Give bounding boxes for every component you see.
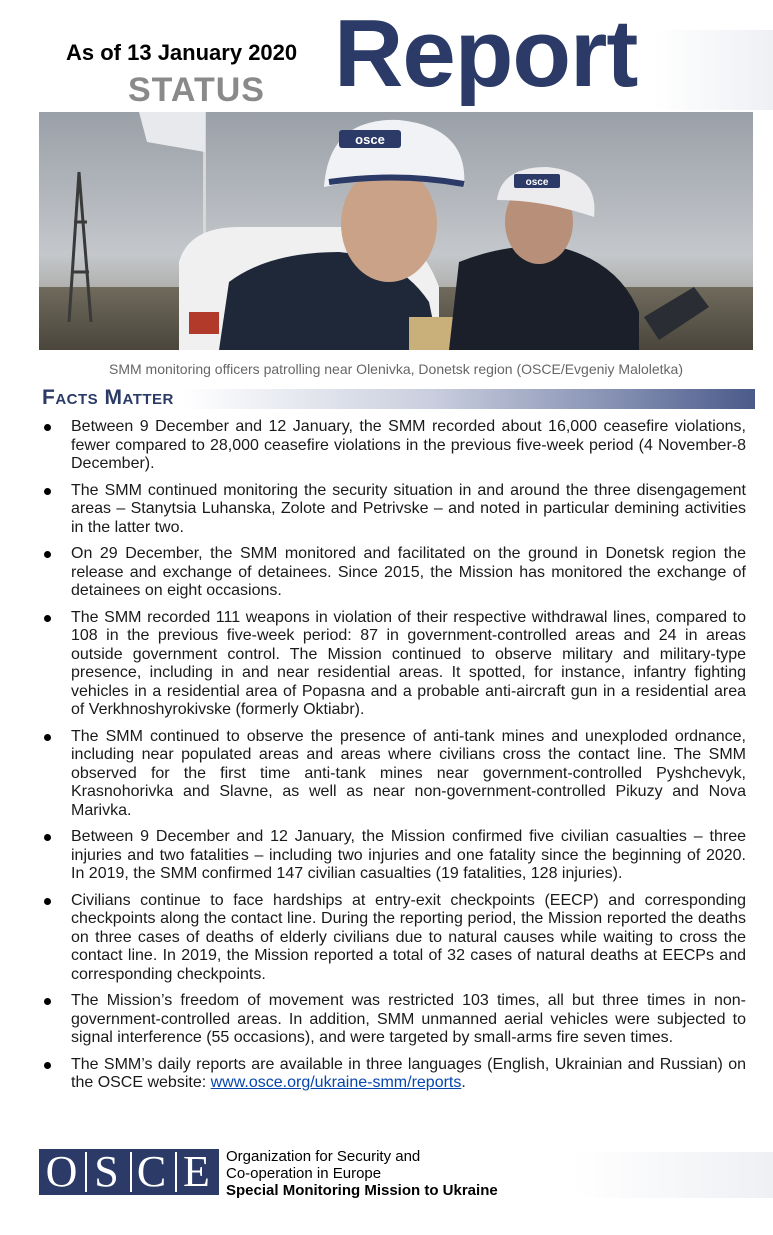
list-item-text: Between 9 December and 12 January, the Mission confirmed five civilian casualties – three injuries and two fatalities – including two injuries and one fatality since the beginning of 2020. In 2019, the SMM confirmed 147 civilian casualties (19 fatalities, 128 injuries). — [71, 828, 746, 882]
list-item — [40, 728, 746, 821]
list-item-text: The SMM continued monitoring the security situation in and around the three disengagement areas – Stanytsia Luhanska, Zolote and Petrivske – and noted in particular demining activities in the latter two. — [71, 481, 746, 536]
page-title: Report — [334, 0, 638, 107]
list-item-text: The Mission’s freedom of movement was restricted 103 times, all but three times in non-government-controlled areas. In addition, SMM unmanned aerial vehicles were subjected to signal interference (55 occasions), and were targeted by small-arms fire seven times. — [71, 992, 746, 1046]
header-fade — [653, 30, 773, 110]
section-title: Facts Matter — [42, 386, 174, 409]
list-item — [40, 1056, 746, 1093]
list-item — [40, 482, 746, 538]
bullet-icon — [44, 734, 51, 741]
bullet-icon — [44, 834, 51, 841]
list-item — [40, 545, 746, 601]
list-item-text: The SMM recorded 111 weapons in violation of their respective withdrawal lines, compared to 108 in the previous five-week period: 87 in government-controlled areas and 24 in areas outside government control. The Mission continued to observe military and military-type presence, including in and near residential areas. It spotted, for instance, infantry fighting vehicles in a residential area of Popasna and a probable anti-aircraft gun in a residential area of Verkhnoshyrokivske (formerly Oktiabr). — [71, 608, 746, 718]
organization-name — [226, 1148, 498, 1199]
list-item-text: Civilians continue to face hardships at entry-exit checkpoints (EECP) and corresponding checkpoints along the contact line. During the reporting period, the Mission reported the deaths on three cases of deaths of elderly civilians due to natural causes while waiting to cross the contact line. In 2019, the Mission reported a total of 32 cases of natural deaths at EECPs and corresponding checkpoints. — [71, 891, 746, 983]
bullet-icon — [44, 998, 51, 1005]
list-item-text: The SMM continued to observe the presence of anti-tank mines and unexploded ordnance, including near populated areas and areas where civilians cross the contact line. The SMM observed for the first time anti-tank mines near government-controlled Pyshchevyk, Krasnohorivka and Slavne, as well as near non-government-controlled Pikuzy and Nova Marivka. — [71, 727, 746, 819]
bullet-icon — [44, 615, 51, 622]
logo-letter: S — [85, 1152, 127, 1192]
org-line-2: Co-operation in Europe — [226, 1165, 382, 1182]
footer-fade — [573, 1152, 773, 1198]
helmet-osce-label-2: osce — [525, 177, 549, 188]
bullet-icon — [44, 1062, 51, 1069]
org-line-1: Organization for Security and — [226, 1148, 421, 1165]
logo-letter: C — [130, 1152, 172, 1192]
helmet-osce-label-1: osce — [355, 132, 385, 147]
list-item-end: . — [461, 1074, 466, 1091]
logo-letter: O — [42, 1152, 82, 1192]
report-date: As of 13 January 2020 — [66, 40, 298, 65]
list-item-text: The SMM’s daily reports are available in three languages (English, Ukrainian and Russian) on the OSCE website: — [71, 1055, 746, 1091]
list-item — [40, 992, 746, 1048]
bullet-icon — [44, 488, 51, 495]
bullet-icon — [44, 898, 51, 905]
bullet-icon — [44, 424, 51, 431]
org-line-3: Special Monitoring Mission to Ukraine — [226, 1182, 498, 1199]
list-item — [40, 609, 746, 720]
logo-letter: E — [175, 1152, 217, 1192]
list-item — [40, 892, 746, 985]
facts-list — [40, 418, 746, 1101]
list-item — [40, 828, 746, 884]
osce-logo — [39, 1149, 219, 1195]
status-label: STATUS — [128, 71, 265, 109]
photo-caption: SMM monitoring officers patrolling near Olenivka, Donetsk region (OSCE/Evgeniy Maloletka) — [109, 361, 683, 377]
list-item — [40, 418, 746, 474]
list-item-text: Between 9 December and 12 January, the SMM recorded about 16,000 ceasefire violations, fewer compared to 28,000 ceasefire violations in the previous five-week period (4 November-8 December). — [71, 418, 746, 472]
header-photo — [39, 112, 753, 350]
bullet-icon — [44, 551, 51, 558]
reports-link[interactable]: www.osce.org/ukraine-smm/reports — [210, 1074, 462, 1091]
list-item-text: On 29 December, the SMM monitored and facilitated on the ground in Donetsk region the release and exchange of detainees. Since 2015, the Mission has monitored the exchange of detainees on eight occasions. — [71, 545, 746, 599]
